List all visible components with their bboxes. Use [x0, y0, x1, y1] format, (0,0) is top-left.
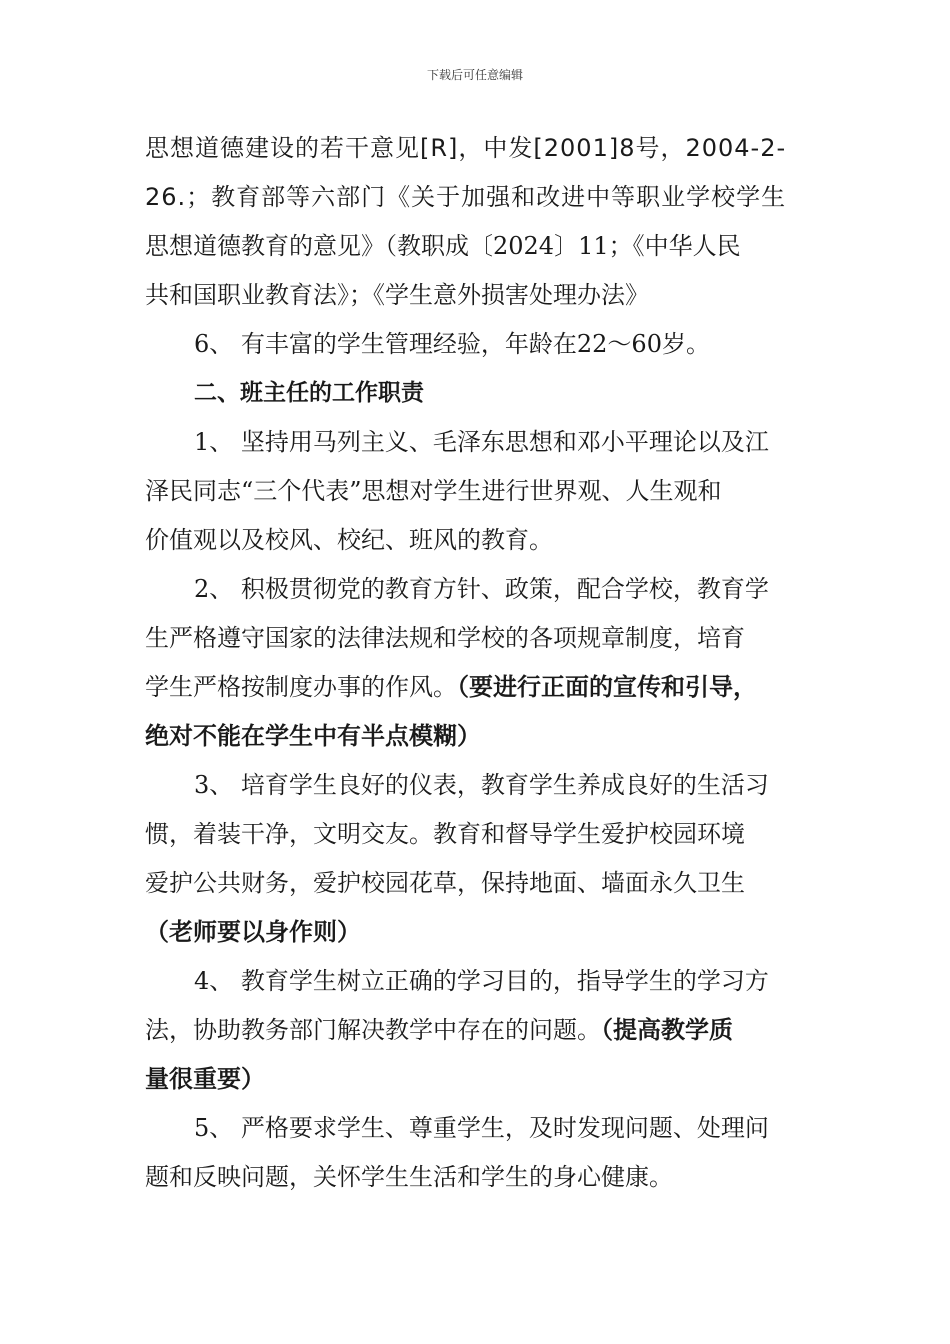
text-line: 惯，着装干净，文明交友。教育和督导学生爱护校园环境 — [145, 820, 745, 848]
text-line: 生严格遵守国家的法律法规和学校的各项规章制度，培育 — [145, 624, 745, 652]
text-line: 6、 有丰富的学生管理经验，年龄在22～60岁。 — [194, 330, 710, 358]
text-line: 2、 积极贯彻党的教育方针、政策，配合学校，教育学 — [194, 575, 769, 603]
text-line: 1、 坚持用马列主义、毛泽东思想和邓小平理论以及江 — [194, 428, 769, 456]
text-line — [145, 663, 825, 712]
text-line: 思想道德建设的若干意见[R]，中发[2001]8号，2004-2- — [145, 134, 787, 162]
text-line: 价值观以及校风、校纪、班风的教育。 — [145, 526, 553, 554]
emphasis-note: （老师要以身作则） — [145, 918, 361, 946]
text-line: 3、 培育学生良好的仪表，教育学生养成良好的生活习 — [194, 771, 769, 799]
text-segment: 学生严格按制度办事的作风。 — [145, 673, 457, 701]
text-segment: 法，协助教务部门解决教学中存在的问题。 — [145, 1016, 601, 1044]
emphasis-note: （提高教学质 — [601, 1016, 733, 1044]
document-body — [145, 124, 825, 1202]
text-line: 26.；教育部等六部门《关于加强和改进中等职业学校学生 — [145, 183, 787, 211]
text-line: 共和国职业教育法》；《学生意外损害处理办法》 — [145, 281, 649, 309]
emphasis-note: 量很重要） — [145, 1065, 265, 1093]
text-line: 4、 教育学生树立正确的学习目的，指导学生的学习方 — [194, 967, 769, 995]
section-heading: 二、班主任的工作职责 — [194, 380, 424, 406]
text-line: 5、 严格要求学生、尊重学生，及时发现问题、处理问 — [194, 1114, 769, 1142]
text-line: 题和反映问题，关怀学生生活和学生的身心健康。 — [145, 1163, 673, 1191]
text-line: 思想道德教育的意见》（教职成〔2024〕11；《中华人民 — [145, 232, 741, 260]
page-header: 下载后可任意编辑 — [426, 68, 523, 82]
emphasis-note: 绝对不能在学生中有半点模糊） — [145, 722, 481, 750]
text-line — [145, 1006, 825, 1055]
emphasis-note: （要进行正面的宣传和引导， — [457, 673, 757, 701]
text-line: 泽民同志“三个代表”思想对学生进行世界观、人生观和 — [145, 477, 722, 505]
text-line: 爱护公共财务，爱护校园花草，保持地面、墙面永久卫生 — [145, 869, 745, 897]
